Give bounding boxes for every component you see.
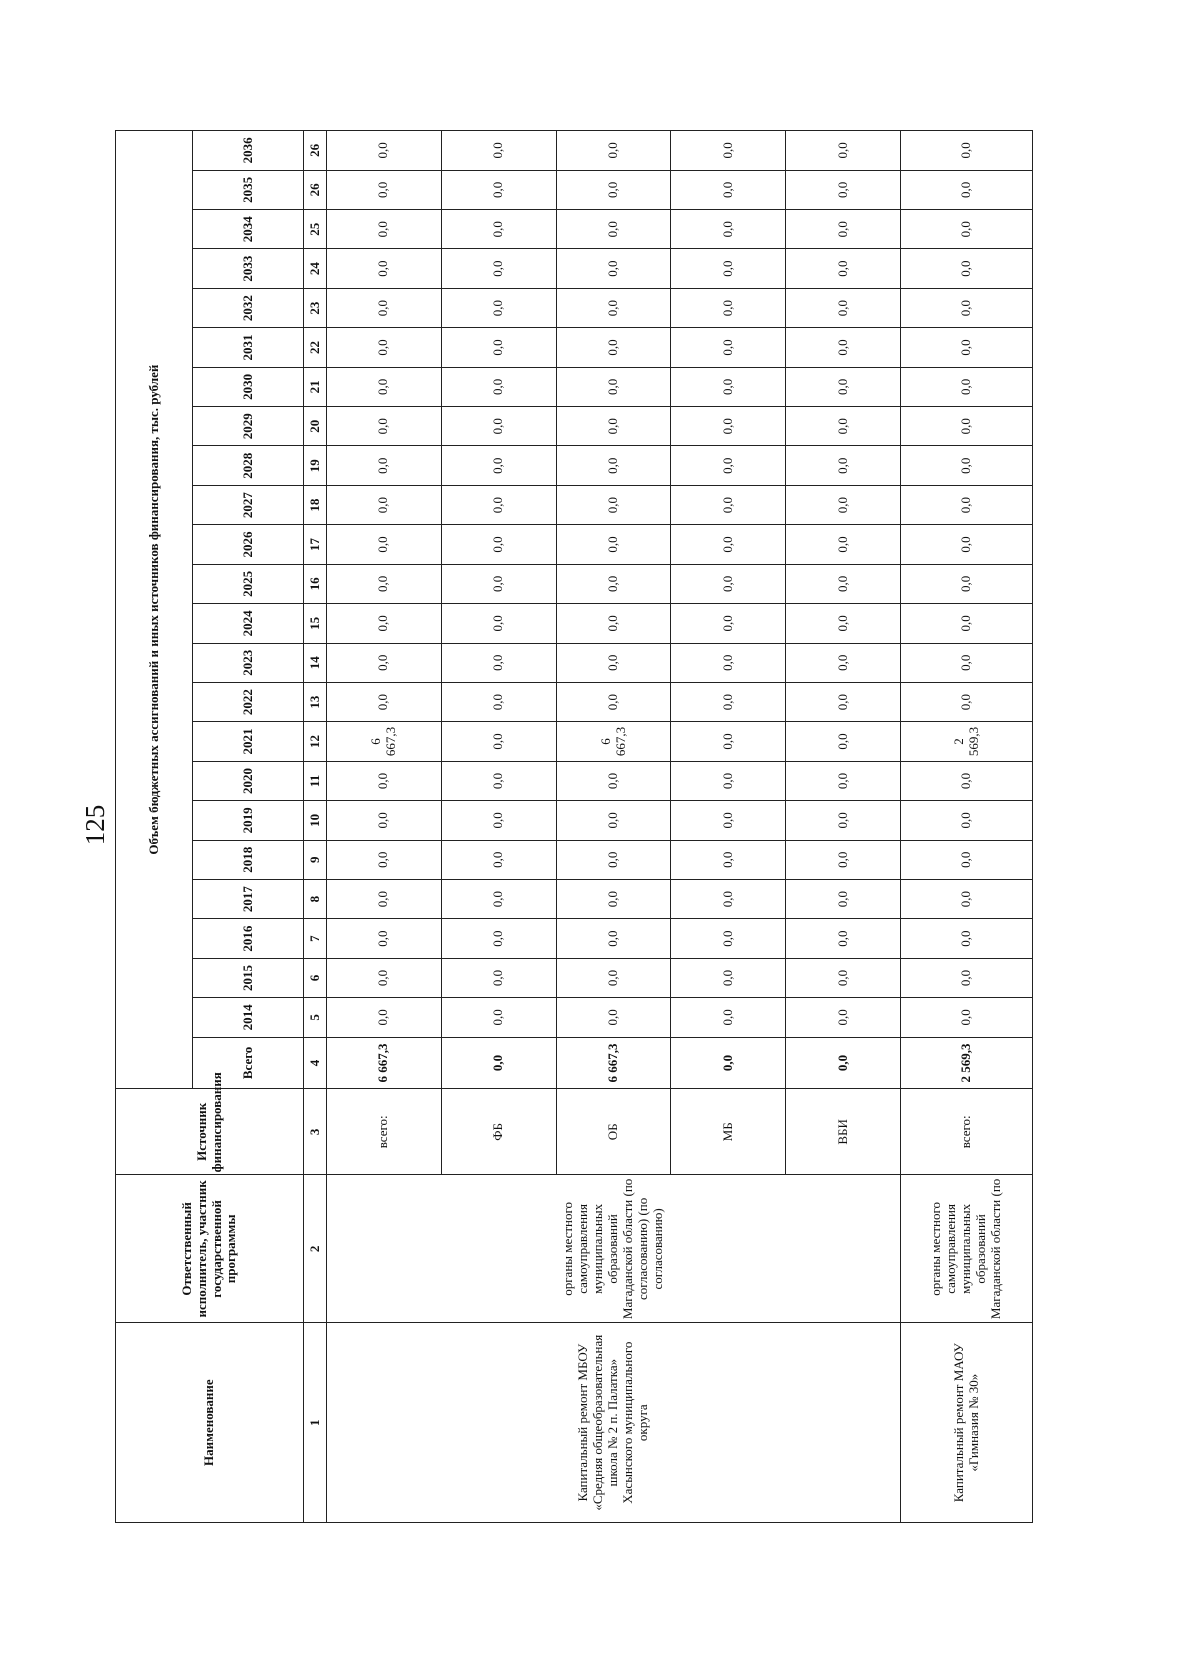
- year-value: 0,0: [671, 288, 786, 327]
- year-value: 0,0: [901, 998, 1033, 1037]
- column-number: 4: [304, 1037, 327, 1089]
- year-value: 0,0: [327, 564, 442, 603]
- financing-table: [115, 130, 1033, 1523]
- year-value: 0,0: [327, 958, 442, 997]
- year-value: 0,0: [556, 840, 671, 879]
- year-value: 0,0: [327, 446, 442, 485]
- year-value: 0,0: [786, 367, 901, 406]
- item-name: Капитальный ремонт МБОУ «Средняя общеобразовательная школа № 2 п. Палатка» Хасынского муниципального округа: [327, 1323, 901, 1523]
- year-header: 2015: [193, 958, 304, 997]
- total-value: 6 667,3: [556, 1037, 671, 1089]
- year-value: 0,0: [671, 446, 786, 485]
- year-value: 0,0: [556, 643, 671, 682]
- year-value: 0,0: [556, 998, 671, 1037]
- column-number: 16: [304, 564, 327, 603]
- year-value: 0,0: [441, 249, 556, 288]
- column-number: 18: [304, 485, 327, 524]
- year-value: 0,0: [441, 879, 556, 918]
- year-value: 0,0: [671, 801, 786, 840]
- year-value: 0,0: [441, 801, 556, 840]
- year-value: 0,0: [786, 604, 901, 643]
- year-value: 0,0: [556, 682, 671, 721]
- year-value: 0,0: [556, 210, 671, 249]
- year-value: 0,0: [556, 958, 671, 997]
- column-number: 10: [304, 801, 327, 840]
- year-value: 0,0: [786, 722, 901, 761]
- year-value: 0,0: [556, 919, 671, 958]
- year-header: 2035: [193, 170, 304, 209]
- total-value: 0,0: [786, 1037, 901, 1089]
- year-header: 2020: [193, 761, 304, 800]
- year-value: 0,0: [441, 288, 556, 327]
- year-header: 2036: [193, 131, 304, 171]
- year-value: 0,0: [556, 525, 671, 564]
- year-value: 0,0: [327, 643, 442, 682]
- year-header: 2014: [193, 998, 304, 1037]
- year-value: 0,0: [901, 446, 1033, 485]
- year-value: 0,0: [556, 485, 671, 524]
- funding-source: ВБИ: [786, 1089, 901, 1175]
- funding-source: ФБ: [441, 1089, 556, 1175]
- year-value: 0,0: [327, 288, 442, 327]
- year-value: 0,0: [671, 682, 786, 721]
- year-value: 0,0: [441, 446, 556, 485]
- year-value: 0,0: [901, 485, 1033, 524]
- year-value: 0,0: [441, 131, 556, 171]
- year-value: 0,0: [441, 840, 556, 879]
- total-value: 6 667,3: [327, 1037, 442, 1089]
- page-number: 125: [80, 804, 110, 846]
- year-value: 0,0: [327, 525, 442, 564]
- column-number: 1: [304, 1323, 327, 1523]
- year-value: 0,0: [786, 643, 901, 682]
- year-value: 0,0: [901, 801, 1033, 840]
- year-value: 0,0: [556, 367, 671, 406]
- year-header: 2030: [193, 367, 304, 406]
- year-value: 0,0: [901, 525, 1033, 564]
- year-value: 0,0: [441, 643, 556, 682]
- column-number: 2: [304, 1175, 327, 1323]
- year-value: 0,0: [671, 722, 786, 761]
- responsible-executor: органы местного самоуправления муниципальных образований Магаданской области (по: [901, 1175, 1033, 1323]
- year-value: 0,0: [671, 840, 786, 879]
- year-value: 0,0: [441, 367, 556, 406]
- year-value: 0,0: [786, 525, 901, 564]
- year-value: 0,0: [901, 682, 1033, 721]
- responsible-executor: органы местного самоуправления муниципальных образований Магаданской области (по согласованию) (по согласованию): [327, 1175, 901, 1323]
- year-value: 0,0: [786, 564, 901, 603]
- year-value: 0,0: [671, 170, 786, 209]
- year-value: 0,0: [441, 328, 556, 367]
- column-number: 22: [304, 328, 327, 367]
- year-header: 2017: [193, 879, 304, 918]
- year-value: 0,0: [556, 604, 671, 643]
- year-value: 0,0: [671, 249, 786, 288]
- year-value: 0,0: [441, 761, 556, 800]
- year-value: 0,0: [441, 682, 556, 721]
- year-value: 0,0: [786, 288, 901, 327]
- column-number: 5: [304, 998, 327, 1037]
- source-header: Источник финансирования: [116, 1089, 304, 1175]
- column-number: 8: [304, 879, 327, 918]
- column-number: 23: [304, 288, 327, 327]
- year-value: 0,0: [671, 564, 786, 603]
- year-value: 0,0: [786, 998, 901, 1037]
- table-row: [327, 131, 442, 1523]
- volume-header: Объем бюджетных ассигнований и иных источников финансирования, тыс. рублей: [116, 131, 193, 1089]
- year-value: 0,0: [556, 249, 671, 288]
- year-value: 0,0: [786, 958, 901, 997]
- column-number: 26: [304, 170, 327, 209]
- year-value: 0,0: [556, 446, 671, 485]
- year-value: 0,0: [556, 879, 671, 918]
- item-name: Капитальный ремонт МАОУ «Гимназия № 30»: [901, 1323, 1033, 1523]
- column-number: 20: [304, 407, 327, 446]
- year-value: 0,0: [327, 407, 442, 446]
- year-value: 0,0: [901, 249, 1033, 288]
- year-value: 0,0: [901, 407, 1033, 446]
- year-value: 0,0: [327, 879, 442, 918]
- column-number: 15: [304, 604, 327, 643]
- year-value: 0,0: [786, 131, 901, 171]
- year-value: 0,0: [327, 682, 442, 721]
- year-value: 0,0: [671, 879, 786, 918]
- year-value: 0,0: [327, 919, 442, 958]
- column-number: 13: [304, 682, 327, 721]
- year-value: 0,0: [671, 367, 786, 406]
- funding-source: ОБ: [556, 1089, 671, 1175]
- year-value: 0,0: [786, 446, 901, 485]
- column-number: 12: [304, 722, 327, 761]
- year-value: 0,0: [327, 170, 442, 209]
- year-value: 0,0: [786, 210, 901, 249]
- year-value: 0,0: [786, 761, 901, 800]
- column-number: 26: [304, 131, 327, 171]
- year-value: 0,0: [327, 604, 442, 643]
- total-value: 2 569,3: [901, 1037, 1033, 1089]
- year-value: 0,0: [901, 288, 1033, 327]
- year-header: 2024: [193, 604, 304, 643]
- year-value: 0,0: [671, 604, 786, 643]
- year-value: 0,0: [556, 131, 671, 171]
- year-value: 0,0: [901, 604, 1033, 643]
- year-header: 2032: [193, 288, 304, 327]
- year-value: 0,0: [901, 761, 1033, 800]
- year-value: 0,0: [327, 249, 442, 288]
- column-number: 7: [304, 919, 327, 958]
- year-value: 0,0: [671, 485, 786, 524]
- year-value: 0,0: [786, 801, 901, 840]
- year-value: 0,0: [441, 485, 556, 524]
- year-value: 0,0: [671, 958, 786, 997]
- year-value: 0,0: [441, 958, 556, 997]
- year-header: 2023: [193, 643, 304, 682]
- responsible-header: Ответственный исполнитель, участник государственной программы: [116, 1175, 304, 1323]
- year-value: 6 667,3: [327, 722, 442, 761]
- year-value: 0,0: [441, 407, 556, 446]
- column-number: 14: [304, 643, 327, 682]
- year-header: 2016: [193, 919, 304, 958]
- year-value: 0,0: [441, 722, 556, 761]
- year-value: 0,0: [901, 840, 1033, 879]
- year-value: 2 569,3: [901, 722, 1033, 761]
- column-number: 3: [304, 1089, 327, 1175]
- column-number: 6: [304, 958, 327, 997]
- year-value: 0,0: [671, 761, 786, 800]
- year-value: 0,0: [327, 131, 442, 171]
- year-value: 0,0: [441, 919, 556, 958]
- year-header: 2034: [193, 210, 304, 249]
- year-value: 0,0: [441, 525, 556, 564]
- column-number: 17: [304, 525, 327, 564]
- year-value: 0,0: [327, 367, 442, 406]
- year-header: 2027: [193, 485, 304, 524]
- year-value: 0,0: [556, 761, 671, 800]
- year-header: 2033: [193, 249, 304, 288]
- year-header: 2019: [193, 801, 304, 840]
- total-value: 0,0: [671, 1037, 786, 1089]
- year-value: 0,0: [327, 801, 442, 840]
- year-value: 0,0: [441, 564, 556, 603]
- year-value: 0,0: [901, 564, 1033, 603]
- total-value: 0,0: [441, 1037, 556, 1089]
- year-value: 0,0: [901, 131, 1033, 171]
- name-header: Наименование: [116, 1323, 304, 1523]
- funding-source: всего:: [327, 1089, 442, 1175]
- year-value: 0,0: [901, 958, 1033, 997]
- year-value: 0,0: [671, 131, 786, 171]
- year-header: 2031: [193, 328, 304, 367]
- year-header: 2026: [193, 525, 304, 564]
- year-value: 0,0: [671, 525, 786, 564]
- total-header: Всего: [193, 1037, 304, 1089]
- year-header: 2018: [193, 840, 304, 879]
- rotated-table-wrapper: [115, 130, 1033, 1523]
- year-value: 0,0: [327, 998, 442, 1037]
- year-value: 0,0: [671, 643, 786, 682]
- year-value: 0,0: [441, 210, 556, 249]
- year-value: 0,0: [786, 682, 901, 721]
- year-value: 0,0: [786, 879, 901, 918]
- year-value: 0,0: [556, 801, 671, 840]
- year-header: 2028: [193, 446, 304, 485]
- year-value: 0,0: [327, 210, 442, 249]
- year-value: 0,0: [671, 210, 786, 249]
- column-number: 24: [304, 249, 327, 288]
- year-value: 0,0: [327, 840, 442, 879]
- year-value: 0,0: [556, 328, 671, 367]
- year-header: 2021: [193, 722, 304, 761]
- funding-source: МБ: [671, 1089, 786, 1175]
- year-value: 0,0: [671, 919, 786, 958]
- year-value: 0,0: [786, 840, 901, 879]
- year-value: 0,0: [901, 879, 1033, 918]
- year-value: 0,0: [901, 328, 1033, 367]
- year-value: 0,0: [327, 485, 442, 524]
- year-value: 6 667,3: [556, 722, 671, 761]
- year-value: 0,0: [671, 998, 786, 1037]
- year-value: 0,0: [556, 564, 671, 603]
- year-value: 0,0: [786, 485, 901, 524]
- column-number: 21: [304, 367, 327, 406]
- year-header: 2025: [193, 564, 304, 603]
- year-value: 0,0: [441, 998, 556, 1037]
- year-value: 0,0: [786, 170, 901, 209]
- year-value: 0,0: [901, 170, 1033, 209]
- funding-source: всего:: [901, 1089, 1033, 1175]
- column-number: 19: [304, 446, 327, 485]
- year-value: 0,0: [786, 407, 901, 446]
- year-value: 0,0: [441, 170, 556, 209]
- year-value: 0,0: [441, 604, 556, 643]
- year-value: 0,0: [556, 170, 671, 209]
- year-header: 2029: [193, 407, 304, 446]
- year-header: 2022: [193, 682, 304, 721]
- year-value: 0,0: [671, 407, 786, 446]
- year-value: 0,0: [901, 210, 1033, 249]
- year-value: 0,0: [901, 367, 1033, 406]
- year-value: 0,0: [786, 919, 901, 958]
- column-number: 25: [304, 210, 327, 249]
- table-row: [901, 131, 1033, 1523]
- year-value: 0,0: [327, 761, 442, 800]
- year-value: 0,0: [901, 643, 1033, 682]
- column-number: 11: [304, 761, 327, 800]
- column-number: 9: [304, 840, 327, 879]
- year-value: 0,0: [327, 328, 442, 367]
- year-value: 0,0: [556, 407, 671, 446]
- year-value: 0,0: [671, 328, 786, 367]
- year-value: 0,0: [901, 919, 1033, 958]
- year-value: 0,0: [786, 328, 901, 367]
- year-value: 0,0: [786, 249, 901, 288]
- year-value: 0,0: [556, 288, 671, 327]
